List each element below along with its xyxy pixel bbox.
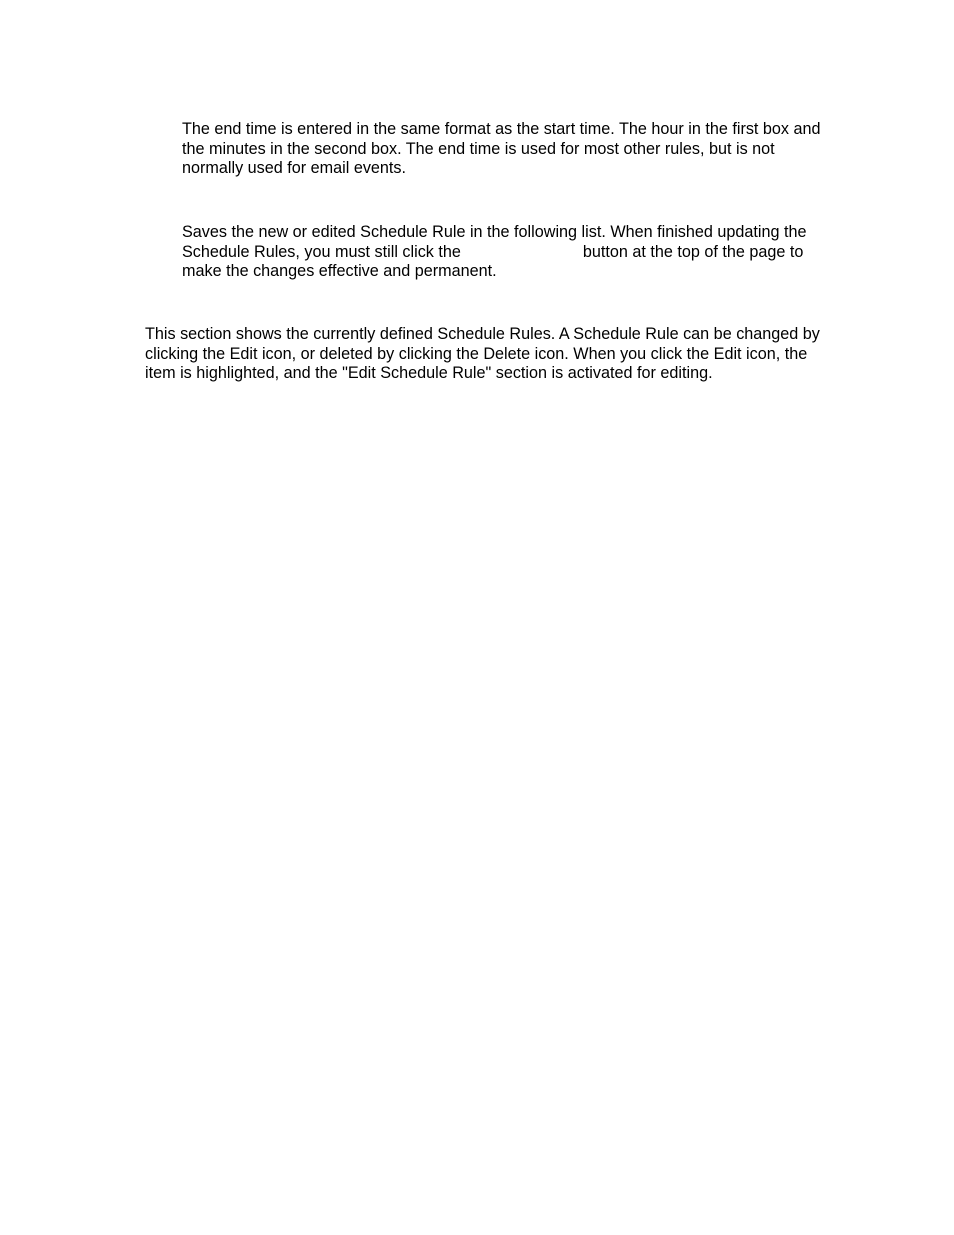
save-description-text: Schedule Rules, you must still click the	[182, 242, 461, 261]
button-image-placeholder	[461, 244, 583, 260]
save-description-line: make the changes effective and permanent.	[182, 262, 497, 280]
end-time-description-line: normally used for email events.	[182, 159, 407, 177]
end-time-description-line: the minutes in the second box. The end time is used for most other rules, but is not	[182, 139, 775, 158]
end-time-description-line: The end time is entered in the same format as the start time. The hour in the first box and	[182, 120, 821, 138]
save-description-text: button at the top of the page to	[582, 242, 804, 261]
section-description-line: item is highlighted, and the "Edit Schedule Rule" section is activated for editing.	[145, 364, 713, 382]
section-description-line: clicking the Edit icon, or deleted by clicking the Delete icon. When you click the Edit icon, the	[145, 344, 808, 363]
end-time-description	[182, 120, 821, 179]
save-description-line	[182, 243, 807, 263]
section-description-line: This section shows the currently defined Schedule Rules. A Schedule Rule can be changed by	[145, 325, 820, 343]
section-description	[145, 325, 820, 384]
save-description-line: Saves the new or edited Schedule Rule in the following list. When finished updating the	[182, 223, 807, 241]
save-description	[182, 223, 807, 282]
